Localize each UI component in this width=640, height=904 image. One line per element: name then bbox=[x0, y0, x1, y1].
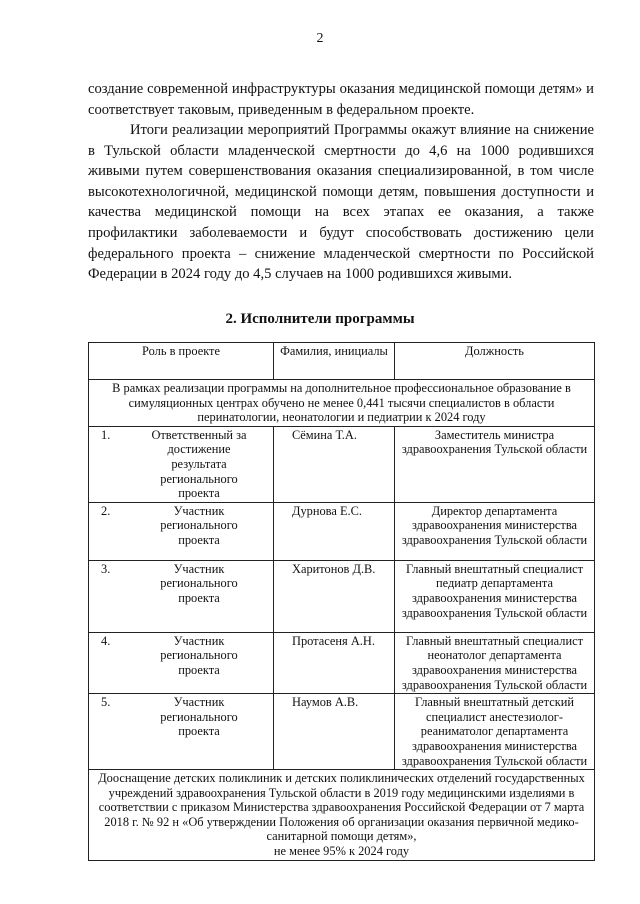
table-row bbox=[89, 502, 595, 560]
table-group-row bbox=[89, 770, 595, 861]
header-position: Должность bbox=[395, 343, 595, 380]
table-row bbox=[89, 426, 595, 502]
position-cell: Главный внештатный специалист неонатолог департамента здравоохранения министерства здравоохранения Тульской области bbox=[395, 632, 595, 693]
role-cell bbox=[89, 426, 274, 502]
role-cell bbox=[89, 502, 274, 560]
table-row bbox=[89, 632, 595, 693]
section-heading: 2. Исполнители программы bbox=[225, 311, 415, 327]
group-top-text: В рамках реализации программы на дополнительное профессиональное образование в симуляционных центрах обучено не менее 0,441 тысячи специалистов в области перинатологии, неонатологии и педиатрии к 2024 году bbox=[89, 380, 595, 427]
row-number: 5. bbox=[101, 695, 111, 710]
row-number: 3. bbox=[101, 561, 111, 576]
page-number: 2 bbox=[316, 31, 324, 46]
position-cell: Главный внештатный детский специалист анестезиолог-реаниматолог департамента здравоохранения министерства здравоохранения Тульской области bbox=[395, 694, 595, 770]
table-header-row bbox=[89, 343, 595, 380]
position-cell: Директор департамента здравоохранения министерства здравоохранения Тульской области bbox=[395, 502, 595, 560]
role-cell bbox=[89, 694, 274, 770]
name-cell: Сёмина Т.А. bbox=[274, 426, 395, 502]
table-group-row bbox=[89, 380, 595, 427]
role-text: Участник регионального проекта bbox=[160, 633, 238, 677]
role-text: Участник регионального проекта bbox=[160, 561, 238, 605]
name-cell: Наумов А.В. bbox=[274, 694, 395, 770]
role-cell bbox=[89, 632, 274, 693]
table-row bbox=[89, 694, 595, 770]
header-name: Фамилия, инициалы bbox=[274, 343, 395, 380]
position-cell: Главный внештатный специалист педиатр департамента здравоохранения министерства здравоохранения Тульской области bbox=[395, 560, 595, 632]
role-text: Участник регионального проекта bbox=[160, 695, 238, 739]
role-text: Участник регионального проекта bbox=[160, 503, 238, 547]
row-number: 4. bbox=[101, 633, 111, 648]
role-cell bbox=[89, 560, 274, 632]
paragraph-2 bbox=[88, 120, 594, 285]
group-bottom-target: не менее 95% к 2024 году bbox=[273, 844, 410, 859]
paragraph-2-text: Итоги реализации мероприятий Программы окажут влияние на снижение в Тульской области младенческой смертности до 4,6 на 1000 родившихся живыми путем совершенствования оказания специализированной, в том числе высокотехнологичной, медицинской помощи детям, повышения доступности и качества медицинской помощи на всех этапах ее оказания, а также профилактики заболеваемости и будут способствовать достижению цели федерального проекта – снижение младенческой смертности по Российской Федерации в 2024 году до 4,5 случаев на 1000 родившихся живыми. bbox=[88, 122, 594, 283]
name-cell: Харитонов Д.В. bbox=[274, 560, 395, 632]
executors-table bbox=[88, 342, 595, 861]
header-role: Роль в проекте bbox=[89, 343, 274, 380]
table-row bbox=[89, 560, 595, 632]
position-cell: Заместитель министра здравоохранения Тульской области bbox=[395, 426, 595, 502]
paragraph-1-text: создание современной инфраструктуры оказания медицинской помощи детям» и соответствует таковым, приведенным в федеральном проекте. bbox=[88, 81, 594, 118]
name-cell: Дурнова Е.С. bbox=[274, 502, 395, 560]
group-bottom-text: Дооснащение детских поликлиник и детских поликлинических отделений государственных учреждений здравоохранения Тульской области в 2019 году медицинскими изделиями в соответствии с приказом Министерства здравоохранения Российской Федерации от 7 марта 2018 г. № 92 н «Об утверждении Положения об организации оказания первичной медико-санитарной помощи детям», bbox=[98, 771, 585, 844]
group-bottom-cell bbox=[89, 770, 595, 861]
paragraph-1 bbox=[88, 79, 594, 120]
row-number: 2. bbox=[101, 503, 111, 518]
row-number: 1. bbox=[101, 427, 111, 442]
role-text: Ответственный за достижение результата регионального проекта bbox=[151, 427, 247, 501]
name-cell: Протасеня А.Н. bbox=[274, 632, 395, 693]
